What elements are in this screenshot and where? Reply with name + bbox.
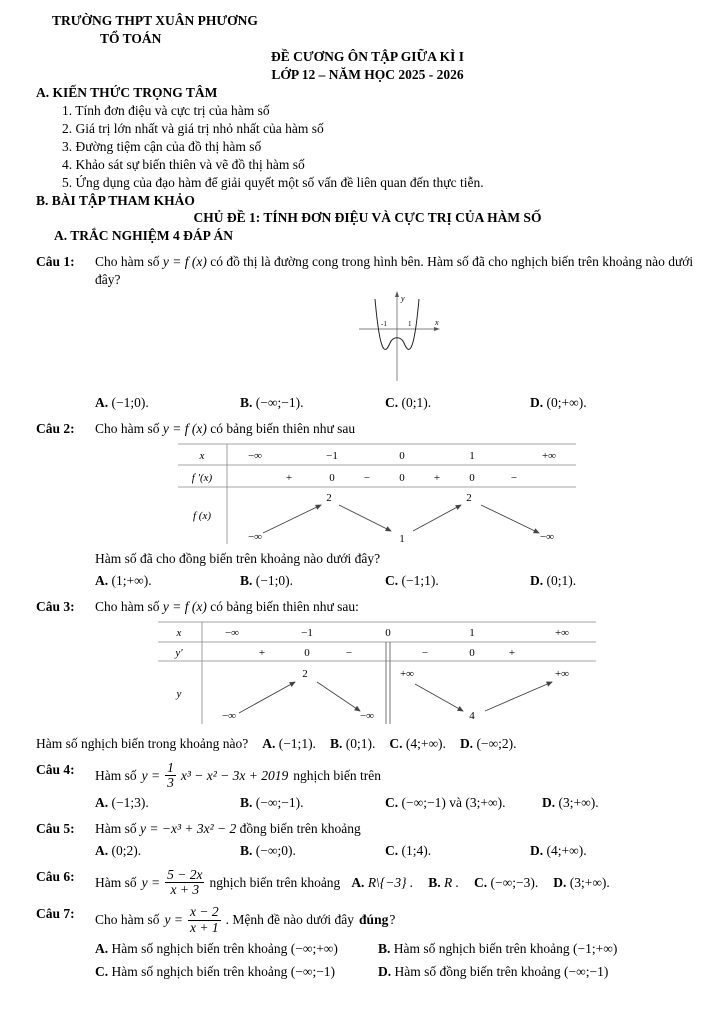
increase-arrow: [413, 505, 461, 531]
q7-option-a: A. Hàm số nghịch biến trên khoảng (−∞;+∞): [95, 940, 338, 956]
question-4: [36, 761, 699, 812]
question-5-label: Câu 5:: [36, 821, 75, 837]
q6-text-post: nghịch biến trên khoảng: [209, 874, 341, 890]
q5-option-d: D. (4;+∞).: [530, 843, 587, 859]
sign: 0: [469, 472, 475, 485]
row-label-x: x: [176, 626, 182, 639]
q4-fraction: $\frac{1}{3}$: [167, 759, 174, 791]
question-7-label: Câu 7:: [36, 906, 75, 922]
x-value: −∞: [247, 450, 263, 463]
decrease-arrow: [317, 682, 360, 711]
q7-formula-lead: y =: [164, 912, 183, 928]
q3-option-d: D. (−∞;2).: [459, 735, 517, 751]
y-limit-right: +∞: [554, 667, 570, 680]
sign: 0: [304, 646, 310, 659]
tick-1: 1: [408, 320, 412, 329]
q3-bbt-container: [95, 621, 699, 730]
q5-option-a: A. (0;2).: [95, 843, 142, 859]
knowledge-item-1: 1. Tính đơn điệu và cực trị của hàm số: [62, 102, 270, 118]
q3-option-a: A. (−1;1).: [262, 735, 316, 751]
x-value: 0: [385, 626, 391, 639]
question-2-text: [95, 420, 699, 438]
sign: 0: [399, 472, 405, 485]
q1-option-a: A. (−1;0).: [95, 395, 149, 411]
document-subtitle: LỚP 12 – NĂM HỌC 2025 - 2026: [271, 66, 464, 82]
q2-text-pre: Cho hàm số: [95, 421, 163, 437]
increase-arrow: [263, 505, 321, 533]
q2-bbt-container: [95, 443, 699, 550]
q7-fraction: $\frac{x - 2}{x + 1}$: [190, 904, 219, 935]
x-value: −1: [326, 450, 338, 463]
y-axis-arrow: [395, 291, 399, 297]
y-limit-right-of-bar: +∞: [399, 667, 415, 680]
q4-formula-lead: y =: [141, 767, 161, 783]
row-label-x: x: [199, 450, 205, 463]
question-5: [36, 820, 699, 860]
x-value: +∞: [541, 450, 557, 463]
q4-text-post: nghịch biến trên: [293, 767, 381, 783]
q1-text-post: có đồ thị là đường cong trong hình bên. Hàm số đã cho nghịch biến trên khoảng nào dưới đây?: [95, 254, 694, 288]
q4-option-d: D. (3;+∞).: [542, 795, 599, 811]
sign: −: [421, 646, 429, 659]
document-title: ĐỀ CƯƠNG ÔN TẬP GIỮA KÌ I: [270, 48, 465, 64]
q4-option-b: B. (−∞;−1).: [240, 795, 304, 811]
q3-formula: y = f (x): [162, 599, 207, 615]
q2-option-a: A. (1;+∞).: [95, 573, 152, 589]
q1-option-d: D. (0;+∞).: [530, 395, 587, 411]
q3-text-post: có bảng biến thiên như sau:: [206, 599, 359, 615]
question-1-body: [95, 253, 699, 412]
question-4-body: [95, 761, 699, 812]
q6-option-b: B. R .: [428, 874, 459, 890]
x-value: 1: [469, 626, 475, 639]
f-limit-left: −∞: [247, 531, 263, 544]
sign: 0: [469, 646, 475, 659]
row-label-y: y: [176, 687, 182, 700]
increase-arrow: [485, 682, 552, 711]
q2-variation-table: [177, 443, 577, 545]
q6-option-a: A. R\{−3} .: [351, 874, 414, 890]
question-3: [36, 598, 699, 753]
q1-graph-container: [95, 289, 699, 390]
sign: −: [345, 646, 353, 659]
school-name: TRƯỜNG THPT XUÂN PHƯƠNG: [52, 13, 258, 28]
x-value: −∞: [224, 626, 240, 639]
row-label-fprime: f ′(x): [191, 472, 213, 485]
x-axis-label: x: [435, 318, 439, 328]
question-6: [36, 868, 699, 897]
q1-text-pre: Cho hàm số: [95, 254, 163, 270]
section-b-heading: B. BÀI TẬP THAM KHẢO: [36, 192, 195, 208]
question-2-body: [95, 420, 699, 590]
decrease-arrow: [481, 505, 539, 533]
question-7-options: [95, 940, 699, 981]
question-1-label: Câu 1:: [36, 254, 75, 270]
question-2-options: [95, 572, 699, 590]
q5-option-b: B. (−∞;0).: [240, 843, 296, 859]
question-4-options: [95, 794, 699, 812]
q1-option-c: C. (0;1).: [385, 395, 432, 411]
q4-text-pre: Hàm số: [95, 767, 137, 783]
question-2-label: Câu 2:: [36, 421, 75, 437]
f-min-value: 1: [399, 533, 405, 546]
q7-option-d: D. Hàm số đồng biến trên khoảng (−∞;−1): [378, 963, 609, 979]
q5-text-pre: Hàm số: [95, 821, 140, 837]
sign: +: [258, 646, 266, 659]
department-name: TỔ TOÁN: [100, 30, 162, 46]
knowledge-item-5: 5. Ứng dụng của đạo hàm để giải quyết một số vấn đề liên quan đến thực tiễn.: [62, 174, 484, 190]
topic-heading: CHỦ ĐỀ 1: TÍNH ĐƠN ĐIỆU VÀ CỰC TRỊ CỦA HÀM SỐ: [193, 210, 542, 226]
y-min-value: 4: [469, 709, 475, 722]
sign: −: [363, 472, 371, 485]
q2-option-d: D. (0;1).: [530, 573, 577, 589]
x-value: 1: [469, 450, 475, 463]
question-7-body: [95, 905, 699, 980]
y-limit-left-of-bar: −∞: [359, 709, 375, 722]
question-1-options: [95, 394, 699, 412]
question-3-question: Hàm số nghịch biến trong khoảng nào?: [36, 735, 249, 751]
sign: +: [508, 646, 516, 659]
question-1-text: [95, 253, 699, 289]
sign: +: [285, 472, 293, 485]
q7-text-post: . Mệnh đề nào dưới đây: [225, 912, 355, 928]
sign: +: [433, 472, 441, 485]
q3-option-b: B. (0;1).: [329, 735, 376, 751]
q3-text-pre: Cho hàm số: [95, 599, 163, 615]
q1-option-b: B. (−∞;−1).: [240, 395, 304, 411]
question-2-question: Hàm số đã cho đồng biến trên khoảng nào dưới đây?: [95, 551, 381, 567]
question-3-text: [95, 598, 699, 616]
knowledge-item-4: 4. Khảo sát sự biến thiên và vẽ đồ thị hàm số: [62, 156, 305, 172]
f-max-value: 2: [326, 492, 332, 505]
tick-minus1: -1: [381, 320, 387, 329]
q6-option-c: C. (−∞;−3).: [473, 874, 539, 890]
q4-formula-tail: x³ − x² − 3x + 2019: [180, 767, 289, 783]
q2-option-b: B. (−1;0).: [240, 573, 293, 589]
x-value: 0: [399, 450, 405, 463]
decrease-arrow: [415, 684, 463, 711]
y-max-value: 2: [302, 667, 308, 680]
q7-emphasis-word: đúng: [359, 912, 389, 928]
q2-formula: y = f (x): [162, 421, 207, 437]
q6-option-d: D. (3;+∞).: [553, 874, 610, 890]
question-2: [36, 420, 699, 590]
knowledge-item-2: 2. Giá trị lớn nhất và giá trị nhỏ nhất của hàm số: [62, 120, 324, 136]
row-label-yprime: y′: [175, 646, 183, 659]
x-axis-arrow: [434, 327, 440, 331]
q4-option-c: C. (−∞;−1) và (3;+∞).: [385, 795, 506, 811]
decrease-arrow: [339, 505, 391, 531]
question-5-text: [95, 820, 699, 838]
subsection-heading: A. TRẮC NGHIỆM 4 ĐÁP ÁN: [54, 228, 234, 244]
q2-text-post: có bảng biến thiên như sau: [206, 421, 356, 437]
q7-text-pre: Cho hàm số: [95, 912, 160, 928]
question-1: [36, 253, 699, 412]
question-5-options: [95, 842, 699, 860]
knowledge-item-3: 3. Đường tiệm cận của đồ thị hàm số: [62, 138, 262, 154]
q5-option-c: C. (1;4).: [385, 843, 432, 859]
question-3-body: [95, 598, 699, 730]
q5-text-post: đồng biến trên khoảng: [236, 821, 361, 837]
x-value: −1: [301, 626, 313, 639]
f-max-value: 2: [466, 492, 472, 505]
q6-fraction: $\frac{5 - 2x}{x + 3}$: [167, 867, 203, 898]
q7-option-c: C. Hàm số nghịch biến trên khoảng (−∞;−1): [95, 963, 336, 979]
q7-option-b: B. Hàm số nghịch biến trên khoảng (−1;+∞): [378, 940, 618, 956]
sign: 0: [329, 472, 335, 485]
y-limit-left: −∞: [221, 709, 237, 722]
q1-formula: y = f (x): [162, 254, 207, 270]
increase-arrow: [239, 682, 295, 713]
sign: −: [510, 472, 518, 485]
question-4-text: [95, 761, 699, 790]
question-6-label: Câu 6:: [36, 869, 75, 885]
q7-question-mark: ?: [389, 912, 396, 928]
q6-text-pre: Hàm số: [95, 874, 137, 890]
question-6-text: [95, 868, 699, 897]
question-6-body: [95, 868, 699, 897]
q5-formula: y = −x³ + 3x² − 2: [140, 821, 237, 837]
question-5-body: [95, 820, 699, 860]
q3-option-c: C. (4;+∞).: [389, 735, 446, 751]
q6-formula-lead: y =: [141, 874, 161, 890]
y-axis-label: y: [401, 294, 405, 304]
question-7: [36, 905, 699, 980]
q2-option-c: C. (−1;1).: [385, 573, 439, 589]
row-label-f: f (x): [192, 510, 212, 523]
question-7-text: [95, 905, 699, 934]
question-3-label: Câu 3:: [36, 599, 75, 615]
section-a-heading: A. KIẾN THỨC TRỌNG TÂM: [36, 84, 218, 100]
x-value: +∞: [554, 626, 570, 639]
q1-function-graph: [347, 289, 447, 385]
f-limit-right: −∞: [539, 531, 555, 544]
q3-variation-table: [157, 621, 597, 725]
question-4-label: Câu 4:: [36, 761, 75, 777]
q4-option-a: A. (−1;3).: [95, 795, 149, 811]
question-3-question-row: [36, 735, 699, 753]
